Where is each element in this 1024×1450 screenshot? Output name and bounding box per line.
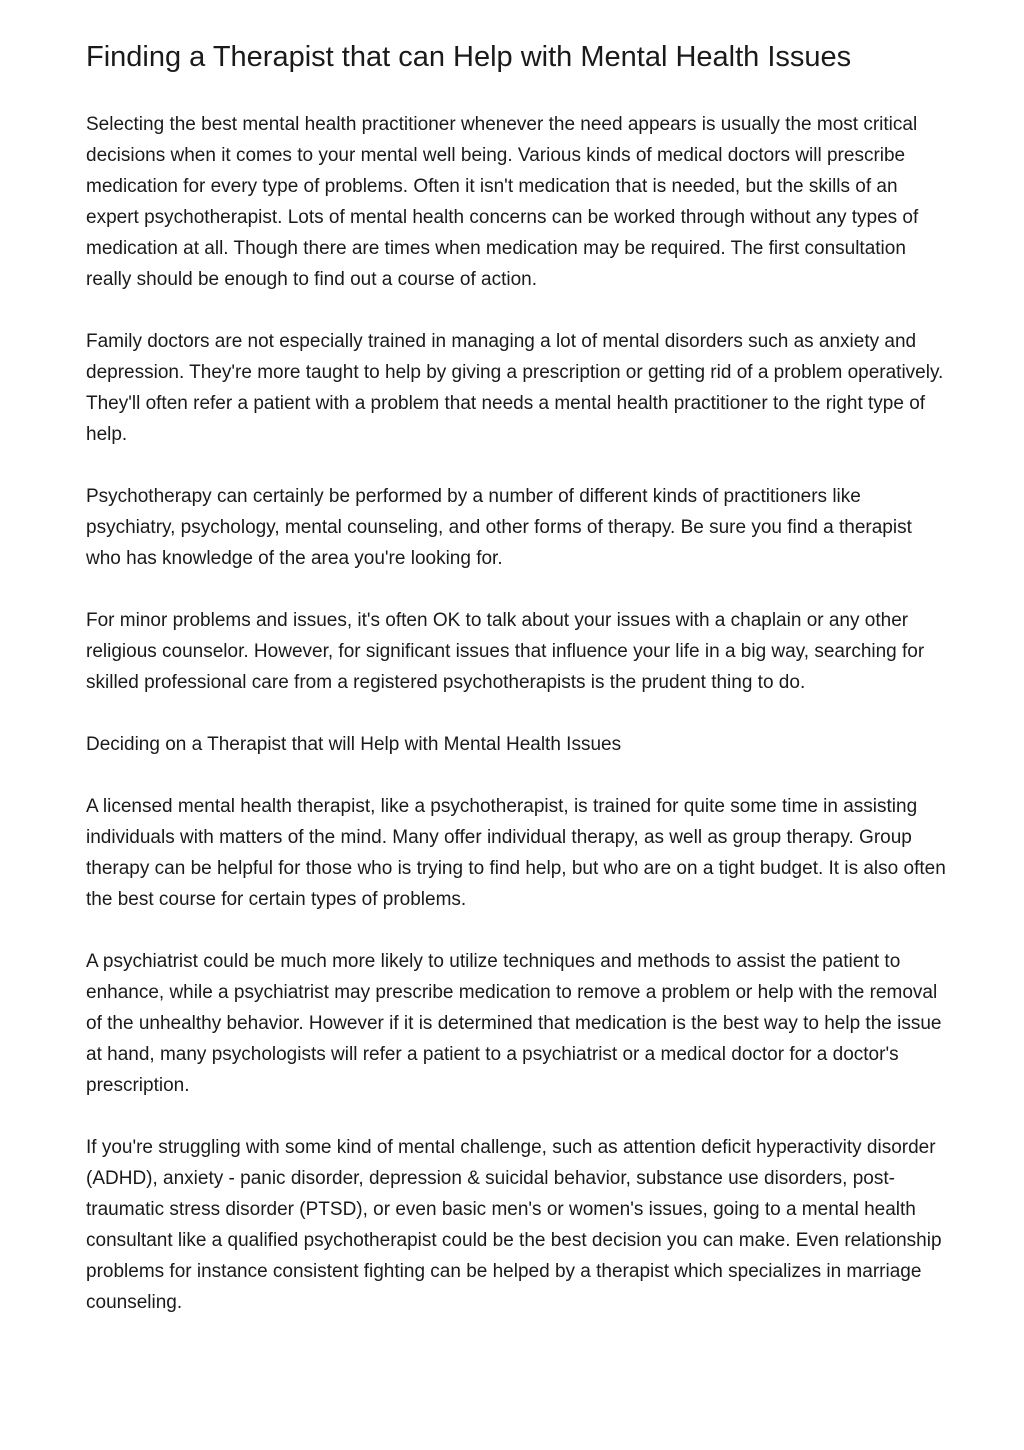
paragraph-2: Family doctors are not especially trained in managing a lot of mental disorders such as anxiety and depression. They're more taught to help by giving a prescription or getting rid of a problem operatively. They'll often refer a patient with a problem that needs a mental health practitioner to the right type of help. xyxy=(86,330,944,445)
paragraph-3: Psychotherapy can certainly be performed by a number of different kinds of practitioners like psychiatry, psychology, mental counseling, and other forms of therapy. Be sure you find a therapist who has knowledge of the area you're looking for. xyxy=(86,485,912,569)
paragraph-6: A psychiatrist could be much more likely to utilize techniques and methods to assist the patient to enhance, while a psychiatrist may prescribe medication to remove a problem or help with the removal of the unhealthy behavior. However if it is determined that medication is the best way to help the issue at hand, many psychologists will refer a patient to a psychiatrist or a medical doctor for a doctor's prescription. xyxy=(86,950,942,1096)
paragraph-5: A licensed mental health therapist, like a psychotherapist, is trained for quite some time in assisting individuals with matters of the mind. Many offer individual therapy, as well as group therapy. Group therapy can be helpful for those who is trying to find help, but who are on a tight budget. It is also often the best course for certain types of problems. xyxy=(86,795,946,910)
paragraph-1: Selecting the best mental health practitioner whenever the need appears is usually the most critical decisions when it comes to your mental well being. Various kinds of medical doctors will prescribe medication for every type of problems. Often it isn't medication that is needed, but the skills of an expert psychotherapist. Lots of mental health concerns can be worked through without any types of medication at all. Though there are times when medication may be required. The first consultation really should be enough to find out a course of action. xyxy=(86,113,919,290)
document-page xyxy=(86,40,946,1349)
paragraph-4: For minor problems and issues, it's often OK to talk about your issues with a chaplain or any other religious counselor. However, for significant issues that influence your life in a big way, searching for skilled professional care from a registered psychotherapists is the prudent thing to do. xyxy=(86,609,925,693)
paragraph-7: If you're struggling with some kind of mental challenge, such as attention deficit hyperactivity disorder (ADHD), anxiety - panic disorder, depression & suicidal behavior, substance use disorders, post-traumatic stress disorder (PTSD), or even basic men's or women's issues, going to a mental health consultant like a qualified psychotherapist could be the best decision you can make. Even relationship problems for instance consistent fighting can be helped by a therapist which specializes in marriage counseling. xyxy=(86,1136,942,1313)
page-title: Finding a Therapist that can Help with Mental Health Issues xyxy=(86,41,852,73)
section-subheading: Deciding on a Therapist that will Help with Mental Health Issues xyxy=(86,733,622,755)
